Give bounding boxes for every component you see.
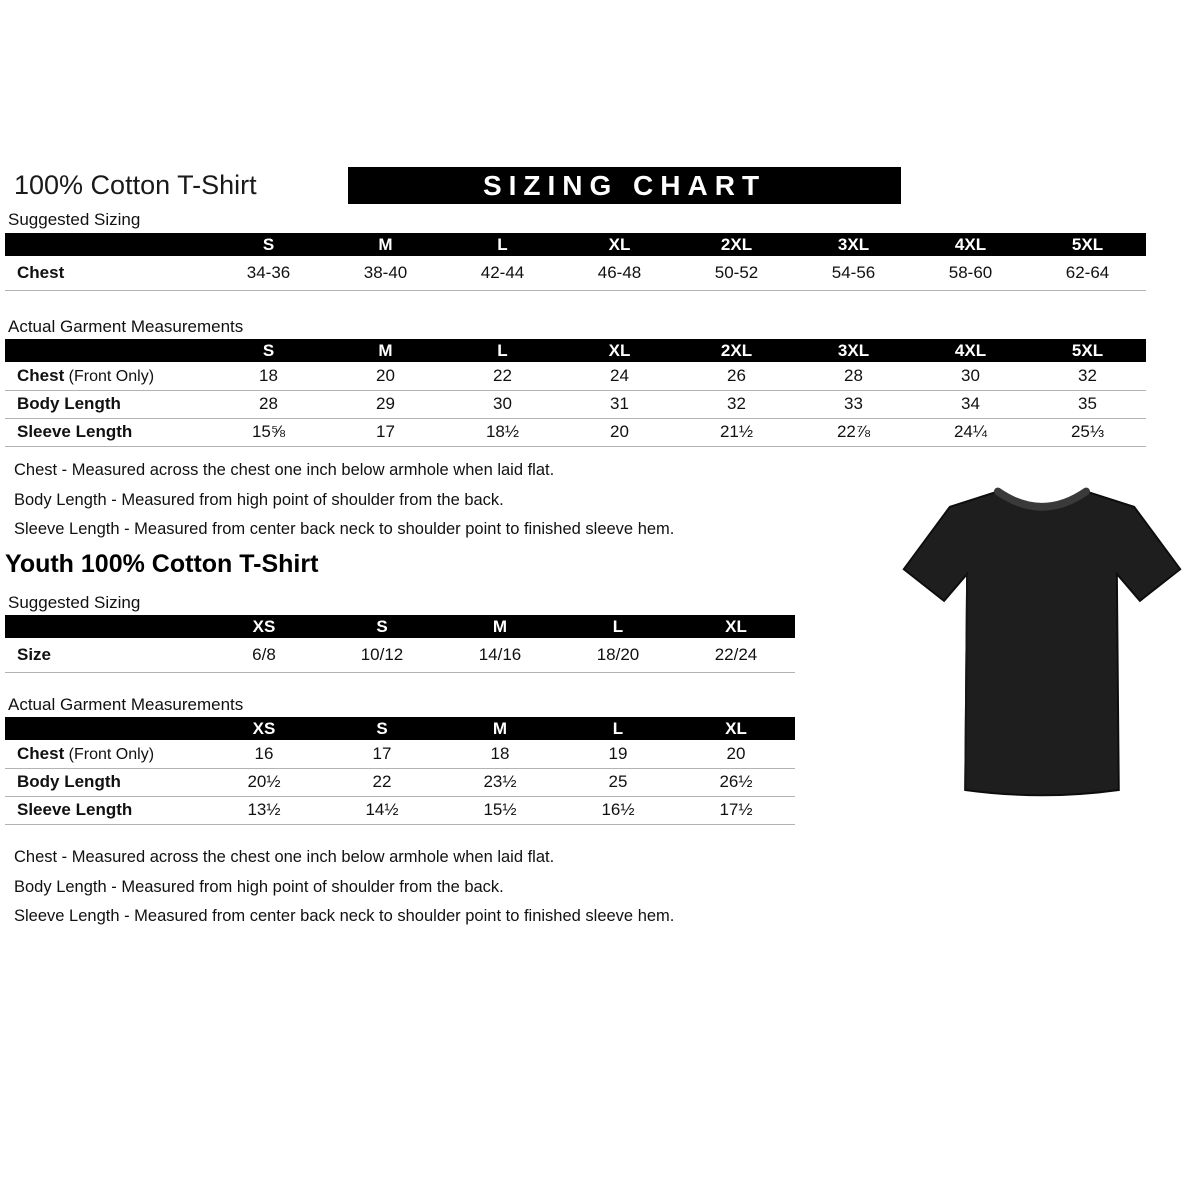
- row-label-text: Chest: [17, 743, 65, 763]
- tshirt-body: [904, 491, 1180, 795]
- cell: 20½: [205, 768, 323, 796]
- cell: 34: [912, 390, 1029, 418]
- row-label: [5, 638, 205, 672]
- table-row: [5, 418, 1146, 446]
- cell: 21½: [678, 418, 795, 446]
- header-spacer: [5, 717, 205, 740]
- size-col-header: 4XL: [912, 233, 1029, 256]
- cell: 17½: [677, 796, 795, 824]
- row-label-suffix: (Front Only): [64, 745, 155, 763]
- note-sleeve-length: Sleeve Length - Measured from center back neck to shoulder point to finished sleeve hem.: [14, 520, 675, 538]
- size-col-header: XL: [677, 615, 795, 638]
- cell: 18: [210, 362, 327, 390]
- cell: 14/16: [441, 638, 559, 672]
- cell: 22⅞: [795, 418, 912, 446]
- size-col-header: XS: [205, 615, 323, 638]
- size-col-header: L: [559, 615, 677, 638]
- tshirt-image: [898, 476, 1186, 816]
- note-body-length: Body Length - Measured from high point of shoulder from the back.: [14, 877, 504, 896]
- cell: 62-64: [1029, 256, 1146, 290]
- table-row: [5, 768, 795, 796]
- youth-title: Youth 100% Cotton T-Shirt: [5, 550, 319, 578]
- cell: 13½: [205, 796, 323, 824]
- sizing-chart-banner: SIZING CHART: [348, 167, 901, 204]
- cell: 35: [1029, 390, 1146, 418]
- cell: 30: [444, 390, 561, 418]
- header-spacer: [5, 339, 210, 362]
- adult-suggested-sizing-label: Suggested Sizing: [8, 210, 141, 229]
- size-col-header: M: [441, 717, 559, 740]
- row-label: [5, 362, 210, 390]
- cell: 15½: [441, 796, 559, 824]
- tshirt-graphic: [898, 476, 1186, 816]
- cell: 20: [561, 418, 678, 446]
- size-col-header: S: [210, 233, 327, 256]
- adult-actual-measurements-label: Actual Garment Measurements: [8, 317, 244, 336]
- cell: 32: [1029, 362, 1146, 390]
- size-col-header: 2XL: [678, 233, 795, 256]
- cell: 22/24: [677, 638, 795, 672]
- size-col-header: XL: [677, 717, 795, 740]
- size-col-header: L: [559, 717, 677, 740]
- row-label-text: Body Length: [17, 772, 121, 791]
- cell: 23½: [441, 768, 559, 796]
- row-label-text: Sleeve Length: [17, 800, 133, 819]
- cell: 16: [205, 740, 323, 768]
- table-row: [5, 638, 795, 672]
- cell: 42-44: [444, 256, 561, 290]
- cell: 38-40: [327, 256, 444, 290]
- size-col-header: 2XL: [678, 339, 795, 362]
- youth-actual-table: [5, 717, 795, 825]
- cell: 33: [795, 390, 912, 418]
- cell: 19: [559, 740, 677, 768]
- cell: 15⅝: [210, 418, 327, 446]
- adult-suggested-table: [5, 233, 1146, 291]
- adult-measurement-notes: [14, 456, 674, 545]
- size-col-header: L: [444, 233, 561, 256]
- table-header-row: [5, 339, 1146, 362]
- note-sleeve-length: Sleeve Length - Measured from center back neck to shoulder point to finished sleeve hem.: [14, 907, 675, 925]
- size-col-header: 5XL: [1029, 233, 1146, 256]
- row-label: [5, 768, 205, 796]
- size-col-header: 3XL: [795, 339, 912, 362]
- cell: 30: [912, 362, 1029, 390]
- cell: 10/12: [323, 638, 441, 672]
- cell: 31: [561, 390, 678, 418]
- cell: 22: [323, 768, 441, 796]
- size-col-header: S: [323, 615, 441, 638]
- youth-actual-measurements-label: Actual Garment Measurements: [8, 695, 244, 714]
- row-label-suffix: (Front Only): [64, 367, 155, 385]
- cell: 18: [441, 740, 559, 768]
- size-col-header: XS: [205, 717, 323, 740]
- cell: 28: [795, 362, 912, 390]
- size-col-header: 5XL: [1029, 339, 1146, 362]
- cell: 46-48: [561, 256, 678, 290]
- cell: 29: [327, 390, 444, 418]
- youth-measurement-notes: [14, 843, 674, 932]
- cell: 14½: [323, 796, 441, 824]
- row-label-text: Chest: [17, 262, 65, 282]
- size-col-header: M: [441, 615, 559, 638]
- cell: 26½: [677, 768, 795, 796]
- row-label: [5, 390, 210, 418]
- cell: 20: [677, 740, 795, 768]
- table-row: [5, 740, 795, 768]
- row-label: [5, 740, 205, 768]
- cell: 25: [559, 768, 677, 796]
- size-col-header: M: [327, 339, 444, 362]
- row-label-text: Body Length: [17, 394, 121, 413]
- size-col-header: L: [444, 339, 561, 362]
- cell: 25⅓: [1029, 418, 1146, 446]
- cell: 34-36: [210, 256, 327, 290]
- row-label: [5, 418, 210, 446]
- table-row: [5, 390, 1146, 418]
- row-label-text: Chest: [17, 365, 65, 385]
- note-body-length: Body Length - Measured from high point of shoulder from the back.: [14, 490, 504, 509]
- page-title: 100% Cotton T-Shirt: [14, 170, 257, 200]
- cell: 58-60: [912, 256, 1029, 290]
- header-spacer: [5, 233, 210, 256]
- cell: 28: [210, 390, 327, 418]
- cell: 17: [323, 740, 441, 768]
- size-col-header: S: [323, 717, 441, 740]
- size-col-header: 4XL: [912, 339, 1029, 362]
- size-col-header: M: [327, 233, 444, 256]
- cell: 20: [327, 362, 444, 390]
- cell: 24¼: [912, 418, 1029, 446]
- size-col-header: XL: [561, 233, 678, 256]
- size-col-header: 3XL: [795, 233, 912, 256]
- size-col-header: S: [210, 339, 327, 362]
- table-row: [5, 256, 1146, 290]
- cell: 22: [444, 362, 561, 390]
- cell: 18/20: [559, 638, 677, 672]
- row-label-text: Sleeve Length: [17, 422, 133, 441]
- youth-suggested-table: [5, 615, 795, 673]
- table-row: [5, 362, 1146, 390]
- header-spacer: [5, 615, 205, 638]
- cell: 18½: [444, 418, 561, 446]
- cell: 6/8: [205, 638, 323, 672]
- size-col-header: XL: [561, 339, 678, 362]
- youth-suggested-sizing-label: Suggested Sizing: [8, 593, 141, 612]
- note-chest: Chest - Measured across the chest one inch below armhole when laid flat.: [14, 848, 555, 866]
- note-chest: Chest - Measured across the chest one inch below armhole when laid flat.: [14, 461, 555, 479]
- cell: 26: [678, 362, 795, 390]
- cell: 50-52: [678, 256, 795, 290]
- table-header-row: [5, 717, 795, 740]
- table-header-row: [5, 615, 795, 638]
- cell: 17: [327, 418, 444, 446]
- adult-actual-table: [5, 339, 1146, 447]
- cell: 24: [561, 362, 678, 390]
- row-label-text: Size: [17, 644, 52, 664]
- cell: 32: [678, 390, 795, 418]
- cell: 16½: [559, 796, 677, 824]
- row-label: [5, 796, 205, 824]
- table-row: [5, 796, 795, 824]
- row-label: [5, 256, 210, 290]
- cell: 54-56: [795, 256, 912, 290]
- table-header-row: [5, 233, 1146, 256]
